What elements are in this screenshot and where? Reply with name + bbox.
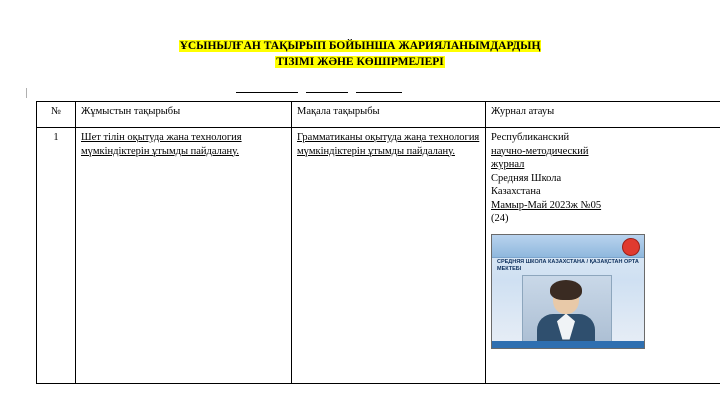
table-row <box>37 128 720 384</box>
journal-cover-image <box>491 234 645 349</box>
table-header-row <box>37 102 720 128</box>
header-cell-journal-name: Журнал атауы <box>486 102 720 128</box>
cover-portrait-photo <box>522 275 612 349</box>
header-cell-no: № <box>37 102 76 128</box>
cover-footer-strip <box>492 341 644 348</box>
underline-segment-2 <box>306 92 348 93</box>
cell-work-title-text: Шет тілін оқытуда жана технология мүмкіндіктерін ұтымды пайдалану. <box>81 132 242 157</box>
underline-segment-3 <box>356 92 402 93</box>
cell-article-title <box>292 128 486 384</box>
margin-tick <box>26 88 27 98</box>
cell-row-number: 1 <box>37 128 76 384</box>
page-title-line-1: ҰСЫНЫЛҒАН ТАҚЫРЫП БОЙЫНША ЖАРИЯЛАНЫМДАРДЫҢ <box>179 40 541 52</box>
underline-segment-1 <box>236 92 298 93</box>
journal-line: Средняя Школа <box>491 172 562 184</box>
journal-line: Республиканский <box>491 132 570 143</box>
cover-badge-icon <box>622 238 640 256</box>
journal-line: Казахстана <box>491 186 541 197</box>
journal-line: журнал <box>491 159 525 170</box>
page-title-line-2: ТІЗІМІ ЖӘНЕ КӨШІРМЕЛЕРІ <box>276 56 444 68</box>
cell-work-title <box>76 128 292 384</box>
portrait-hair <box>550 280 582 300</box>
journal-line: Мамыр-Май 2023ж №05 <box>491 199 602 211</box>
header-cell-article-title: Мақала тақырыбы <box>292 102 486 128</box>
publications-table <box>36 101 720 384</box>
cell-article-title-text: Грамматиканы оқытуда жаңа технология мүмкіндіктерін ұтымды пайдалану. <box>297 132 480 157</box>
journal-line: научно-методический <box>491 145 589 157</box>
journal-line: (24) <box>491 213 509 224</box>
underline-decoration <box>236 92 566 94</box>
cell-journal <box>486 128 720 384</box>
header-cell-work-title: Жұмыстын тақырыбы <box>76 102 292 128</box>
page-title <box>0 38 720 70</box>
cover-caption: СРЕДНЯЯ ШКОЛА КАЗАХСТАНА / ҚАЗАҚСТАН ОРТА МЕКТЕБІ <box>497 258 639 272</box>
